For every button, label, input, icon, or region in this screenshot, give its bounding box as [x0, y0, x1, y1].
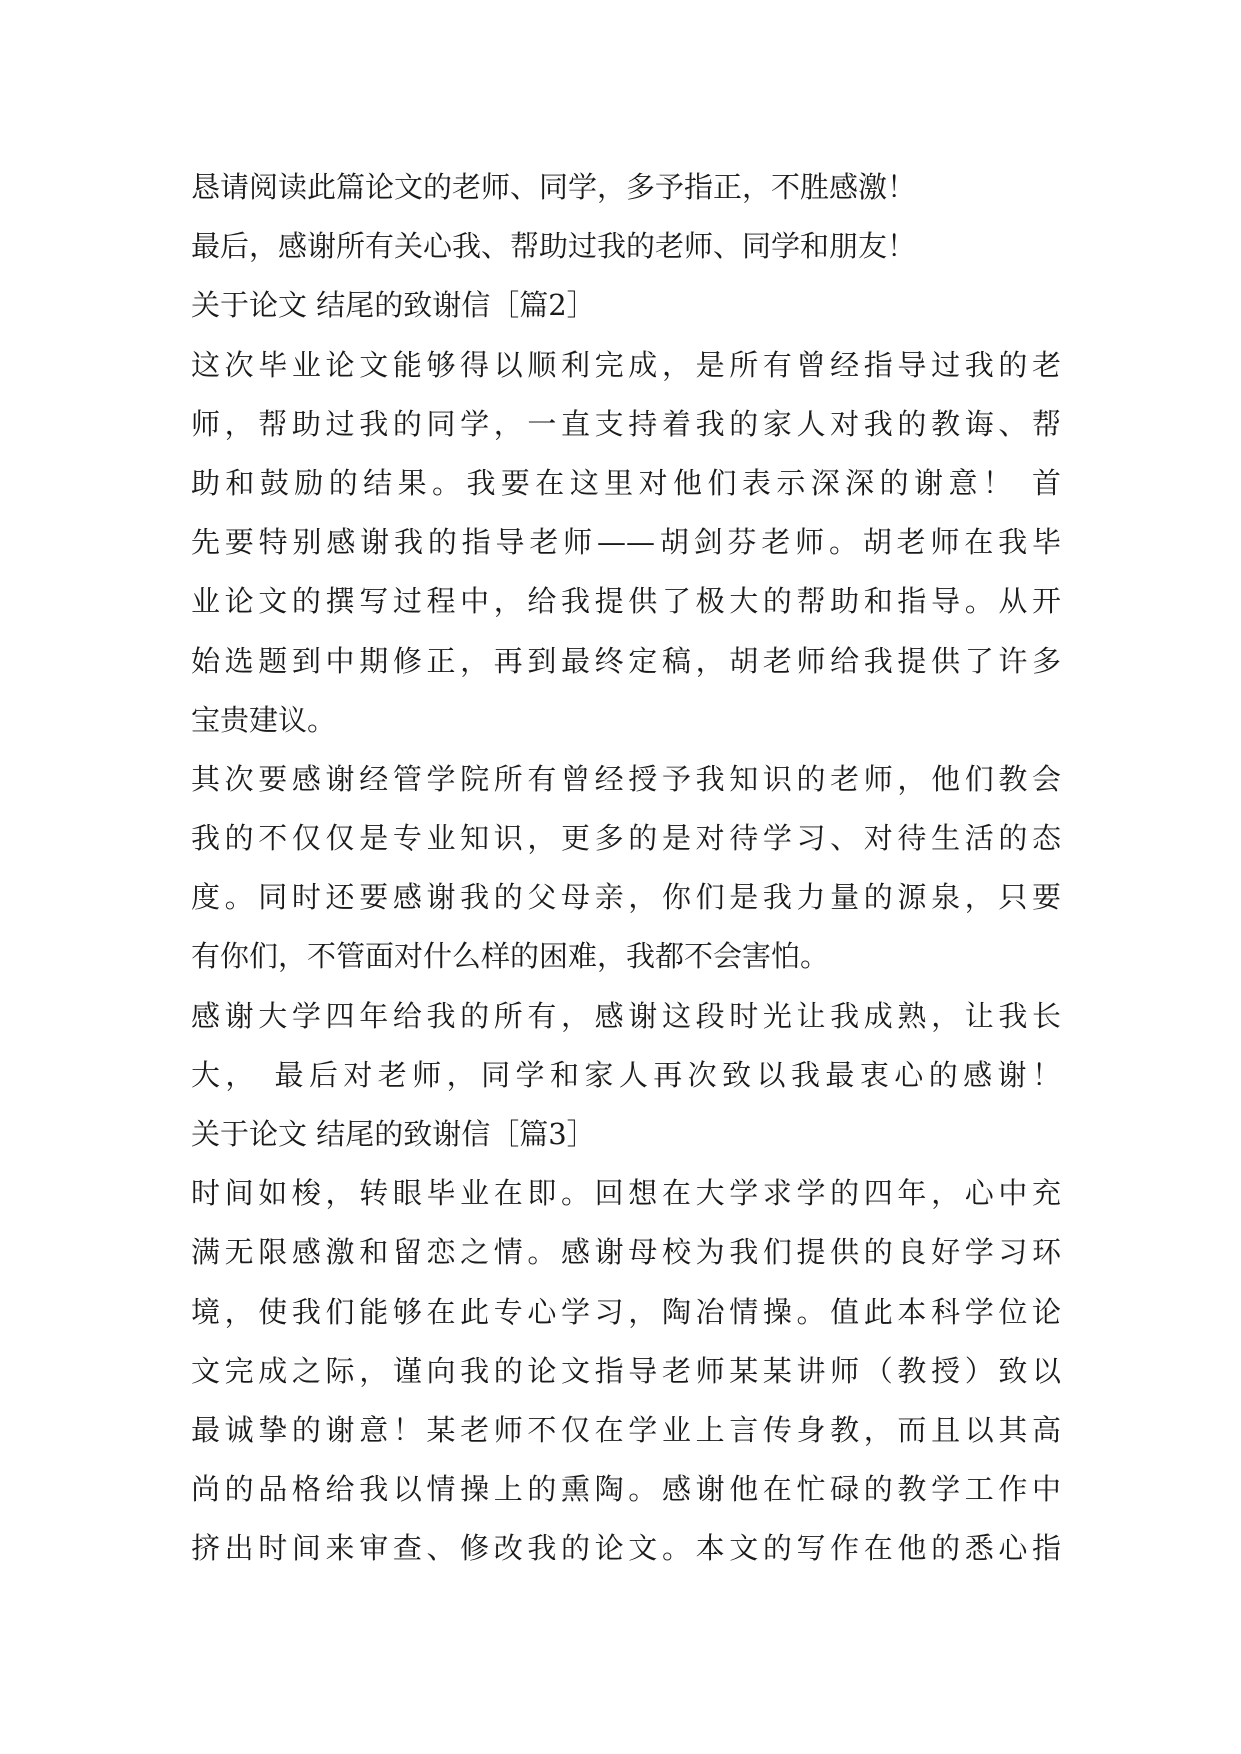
text-line: 尚的品格给我以情操上的熏陶。感谢他在忙碌的教学工作中 [191, 1472, 1061, 1507]
text-line: 其次要感谢经管学院所有曾经授予我知识的老师，他们教会 [191, 761, 1061, 796]
text-line: 关于论文 结尾的致谢信［篇2］ [191, 288, 596, 323]
text-line: 这次毕业论文能够得以顺利完成，是所有曾经指导过我的老 [191, 347, 1061, 382]
text-line: 关于论文 结尾的致谢信［篇3］ [191, 1117, 596, 1151]
text-line: 恳请阅读此篇论文的老师、同学，多予指正，不胜感激！ [191, 170, 917, 204]
text-line: 时间如梭，转眼毕业在即。回想在大学求学的四年，心中充 [191, 1176, 1061, 1211]
text-line: 宝贵建议。 [191, 702, 337, 737]
text-line: 度。同时还要感谢我的父母亲，你们是我力量的源泉，只要 [191, 880, 1061, 915]
text-line: 业论文的撰写过程中，给我提供了极大的帮助和指导。从开 [191, 584, 1061, 619]
text-line: 最诚挚的谢意！某老师不仅在学业上言传身教，而且以其高 [191, 1412, 1061, 1447]
text-line: 境，使我们能够在此专心学习，陶冶情操。值此本科学位论 [191, 1294, 1061, 1329]
text-line: 感谢大学四年给我的所有，感谢这段时光让我成熟，让我长 [191, 998, 1061, 1033]
text-line: 我的不仅仅是专业知识，更多的是对待学习、对待生活的态 [191, 821, 1061, 856]
text-line: 先要特别感谢我的指导老师——胡剑芬老师。胡老师在我毕 [191, 525, 1061, 560]
text-line: 有你们，不管面对什么样的困难，我都不会害怕。 [191, 939, 830, 974]
text-line: 师，帮助过我的同学，一直支持着我的家人对我的教诲、帮 [191, 406, 1061, 441]
text-line: 助和鼓励的结果。我要在这里对他们表示深深的谢意！ 首 [191, 465, 1061, 500]
text-line: 满无限感激和留恋之情。感谢母校为我们提供的良好学习环 [191, 1235, 1061, 1270]
text-line: 始选题到中期修正，再到最终定稿，胡老师给我提供了许多 [191, 643, 1061, 678]
text-line: 文完成之际，谨向我的论文指导老师某某讲师（教授）致以 [191, 1353, 1061, 1388]
text-line: 最后，感谢所有关心我、帮助过我的老师、同学和朋友！ [191, 229, 917, 264]
document-body [191, 158, 1061, 1579]
text-line: 挤出时间来审查、修改我的论文。本文的写作在他的悉心指 [191, 1531, 1061, 1566]
text-line: 大， 最后对老师，同学和家人再次致以我最衷心的感谢！ [191, 1057, 1061, 1092]
